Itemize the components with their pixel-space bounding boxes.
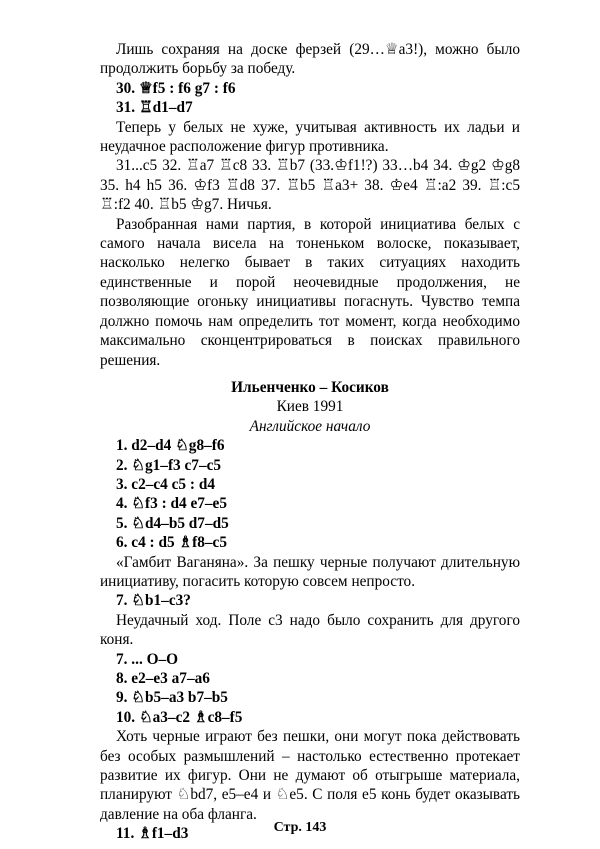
paragraph: Лишь сохраняя на доске ферзей (29…♕a3!), можно было продолжить борьбу за победу. [100,41,520,78]
move-line: 30. ♕f5 : f6 g7 : f6 [116,79,236,97]
move-line: 7. ... O–O [116,650,179,668]
paragraph: «Гамбит Ваганяна». За пешку черные получают длительную инициативу, погасить которую совсем непросто. [100,553,520,590]
move-line: 2. ♘g1–f3 c7–c5 [116,456,222,474]
move-line: 6. c4 : d5 ♗f8–c5 [116,534,227,552]
paragraph: 31...c5 32. ♖a7 ♖c8 33. ♖b7 (33.♔f1!?) 33…b4 34. ♔g2 ♔g8 35. h4 h5 36. ♔f3 ♖d8 37. ♖b5 ♖a3+ 38. ♔e4 ♖:a2 39. ♖:c5 ♖:f2 40. ♖b5 ♔g7. Ничья. [100,157,520,214]
paragraph: Неудачный ход. Поле c3 надо было сохранить для другого коня. [100,611,520,649]
move-line: 9. ♘b5–a3 b7–b5 [116,689,228,707]
page-number: Стр. 143 [273,820,327,835]
move-line: 11. ♗f1–d3 [116,825,189,843]
move-line: 10. ♘a3–c2 ♗c8–f5 [116,708,243,726]
move-line: 3. c2–c4 c5 : d4 [116,475,215,493]
page-body [100,40,520,844]
paragraph: Разобранная нами партия, в которой инициатива белых с самого начала висела на тоненьком волоске, показывает, насколько нелегко бывает в таких ситуациях находить единственные и порой неочевидные продолжения, не позволяющие огоньку инициативы погаснуть. Чувство темпа должно помочь нам определить тот момент, когда необходимо максимально сконцентрироваться в поисках правильного решения. [100,215,520,369]
game-place: Киев 1991 [276,398,344,416]
move-line: 8. e2–e3 a7–a6 [116,670,210,687]
move-line: 5. ♘d4–b5 d7–d5 [116,514,229,532]
move-line: 1. d2–d4 ♘g8–f6 [116,437,225,455]
paragraph: Теперь у белых не хуже, учитывая активность их ладьи и неудачное расположение фигур противника. [100,118,520,156]
move-line: 31. ♖d1–d7 [116,99,193,117]
move-line: 7. ♘b1–c3? [116,592,191,610]
game-players: Ильенченко – Косиков [231,378,389,396]
game-opening: Английское начало [249,417,371,435]
paragraph: Хоть черные играют без пешки, они могут пока действовать без особых размышлений – настолько естественно протекает развитие их фигур. Они не думают об отыгрыше материала, планируют ♘bd7, e5–e4 и ♘e5. С поля e5 конь будет оказывать давление на оба фланга. [100,728,520,823]
move-line: 4. ♘f3 : d4 e7–e5 [116,495,227,513]
